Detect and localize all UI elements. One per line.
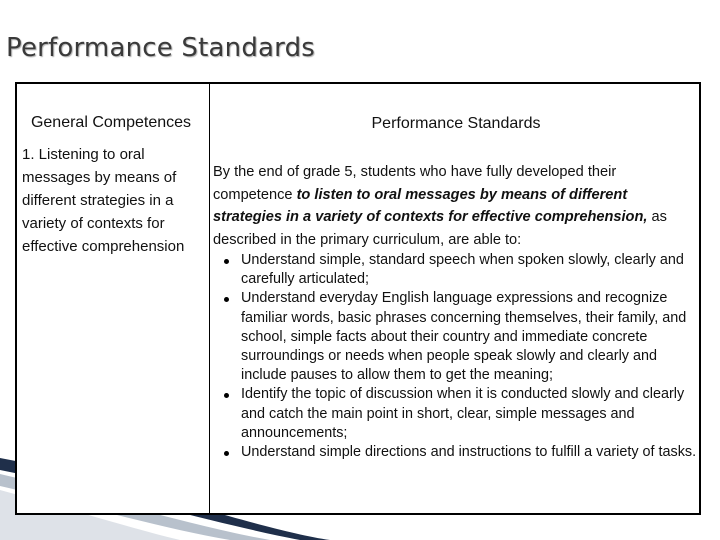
bullet-icon [224,259,229,264]
intro-after: as described in the primary curriculum, are able to: [213,209,667,248]
standard-text: Understand everyday English language expressions and recognize familiar words, basic phrases concerning themselves, their family, and school, simple facts about their country and immediate concrete surroundings or needs when people speak slowly and clearly and include pauses to allow them to get the meaning; [241,290,687,384]
bullet-icon [224,451,229,456]
competence-text: 1. Listening to oral messages by means of different strategies in a variety of contexts for effective comprehension [22,146,185,255]
list-item [213,443,699,462]
standards-intro [213,161,697,251]
intro-emphasis: to listen to oral messages by means of different strategies in a variety of contexts for effective comprehension, [213,186,648,225]
standard-text: Understand simple, standard speech when spoken slowly, clearly and carefully articulated; [241,252,684,288]
list-item [213,289,699,385]
bullet-icon [224,297,229,302]
list-item [213,251,699,289]
bullet-icon [224,393,229,398]
standard-text: Understand simple directions and instructions to fulfill a variety of tasks. [241,444,697,461]
column-divider [209,84,210,513]
standard-text: Identify the topic of discussion when it is conducted slowly and clearly and catch the main point in short, clear, simple messages and announcements; [241,386,685,441]
standards-table [15,82,701,515]
competences-column [17,84,209,258]
standards-column [213,84,699,462]
header-performance-standards: Performance Standards [371,115,541,132]
list-item [213,385,699,443]
slide-title: Performance Standards [6,33,316,63]
intro-before: By the end of grade 5, students who have fully developed their competence [213,164,617,203]
header-general-competences: General Competences [30,114,192,131]
standards-list [213,251,699,462]
